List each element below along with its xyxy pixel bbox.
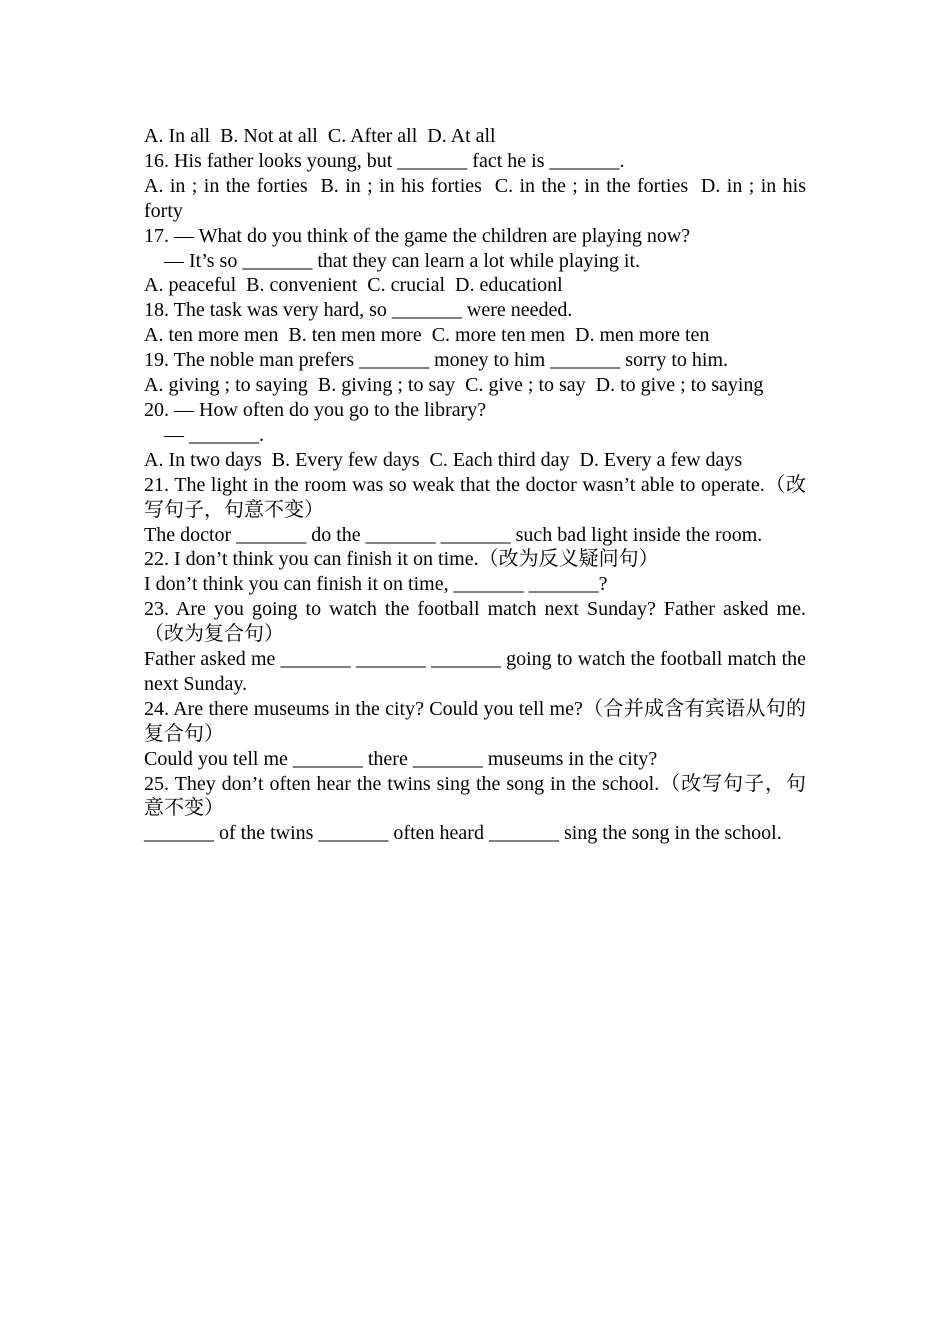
document-page bbox=[144, 124, 811, 846]
question-24: 24. Are there museums in the city? Could you tell me?（合并成含有宾语从句的复合句） bbox=[144, 697, 806, 745]
option-line-18: A. ten more men B. ten men more C. more ten men D. men more ten bbox=[144, 324, 710, 347]
question-23: 23. Are you going to watch the football match next Sunday? Father asked me.（改为复合句） bbox=[144, 598, 806, 646]
answer-line-25: _______ of the twins _______ often heard _______ sing the song in the school. bbox=[144, 822, 782, 845]
question-20-reply: — _______. bbox=[144, 423, 264, 446]
question-22: 22. I don’t think you can finish it on time.（改为反义疑问句） bbox=[144, 548, 659, 571]
question-21: 21. The light in the room was so weak that the doctor wasn’t able to operate.（改写句子，句意不变） bbox=[144, 473, 806, 521]
question-25: 25. They don’t often hear the twins sing the song in the school.（改写句子，句意不变） bbox=[144, 772, 806, 820]
option-line-16: A. in ; in the forties B. in ; in his forties C. in the ; in the forties D. in ; in his forty bbox=[144, 174, 811, 222]
option-line-19: A. giving ; to saying B. giving ; to say C. give ; to say D. to give ; to saying bbox=[144, 374, 764, 397]
option-line-15: A. In all B. Not at all C. After all D. At all bbox=[144, 125, 496, 147]
option-line-20: A. In two days B. Every few days C. Each third day D. Every a few days bbox=[144, 448, 743, 471]
answer-line-24: Could you tell me _______ there _______ museums in the city? bbox=[144, 747, 658, 770]
question-16: 16. His father looks young, but _______ fact he is _______. bbox=[144, 149, 625, 172]
question-18: 18. The task was very hard, so _______ were needed. bbox=[144, 299, 573, 322]
question-20: 20. — How often do you go to the library? bbox=[144, 398, 487, 421]
answer-line-21: The doctor _______ do the _______ _______ such bad light inside the room. bbox=[144, 523, 763, 546]
question-17-reply: — It’s so _______ that they can learn a lot while playing it. bbox=[144, 249, 641, 272]
question-17: 17. — What do you think of the game the children are playing now? bbox=[144, 224, 691, 247]
answer-line-23: Father asked me _______ _______ _______ going to watch the football match the next Sunday. bbox=[144, 648, 811, 695]
answer-line-22: I don’t think you can finish it on time, _______ _______? bbox=[144, 573, 608, 596]
option-line-17: A. peaceful B. convenient C. crucial D. educationl bbox=[144, 274, 563, 297]
question-19: 19. The noble man prefers _______ money to him _______ sorry to him. bbox=[144, 349, 728, 372]
